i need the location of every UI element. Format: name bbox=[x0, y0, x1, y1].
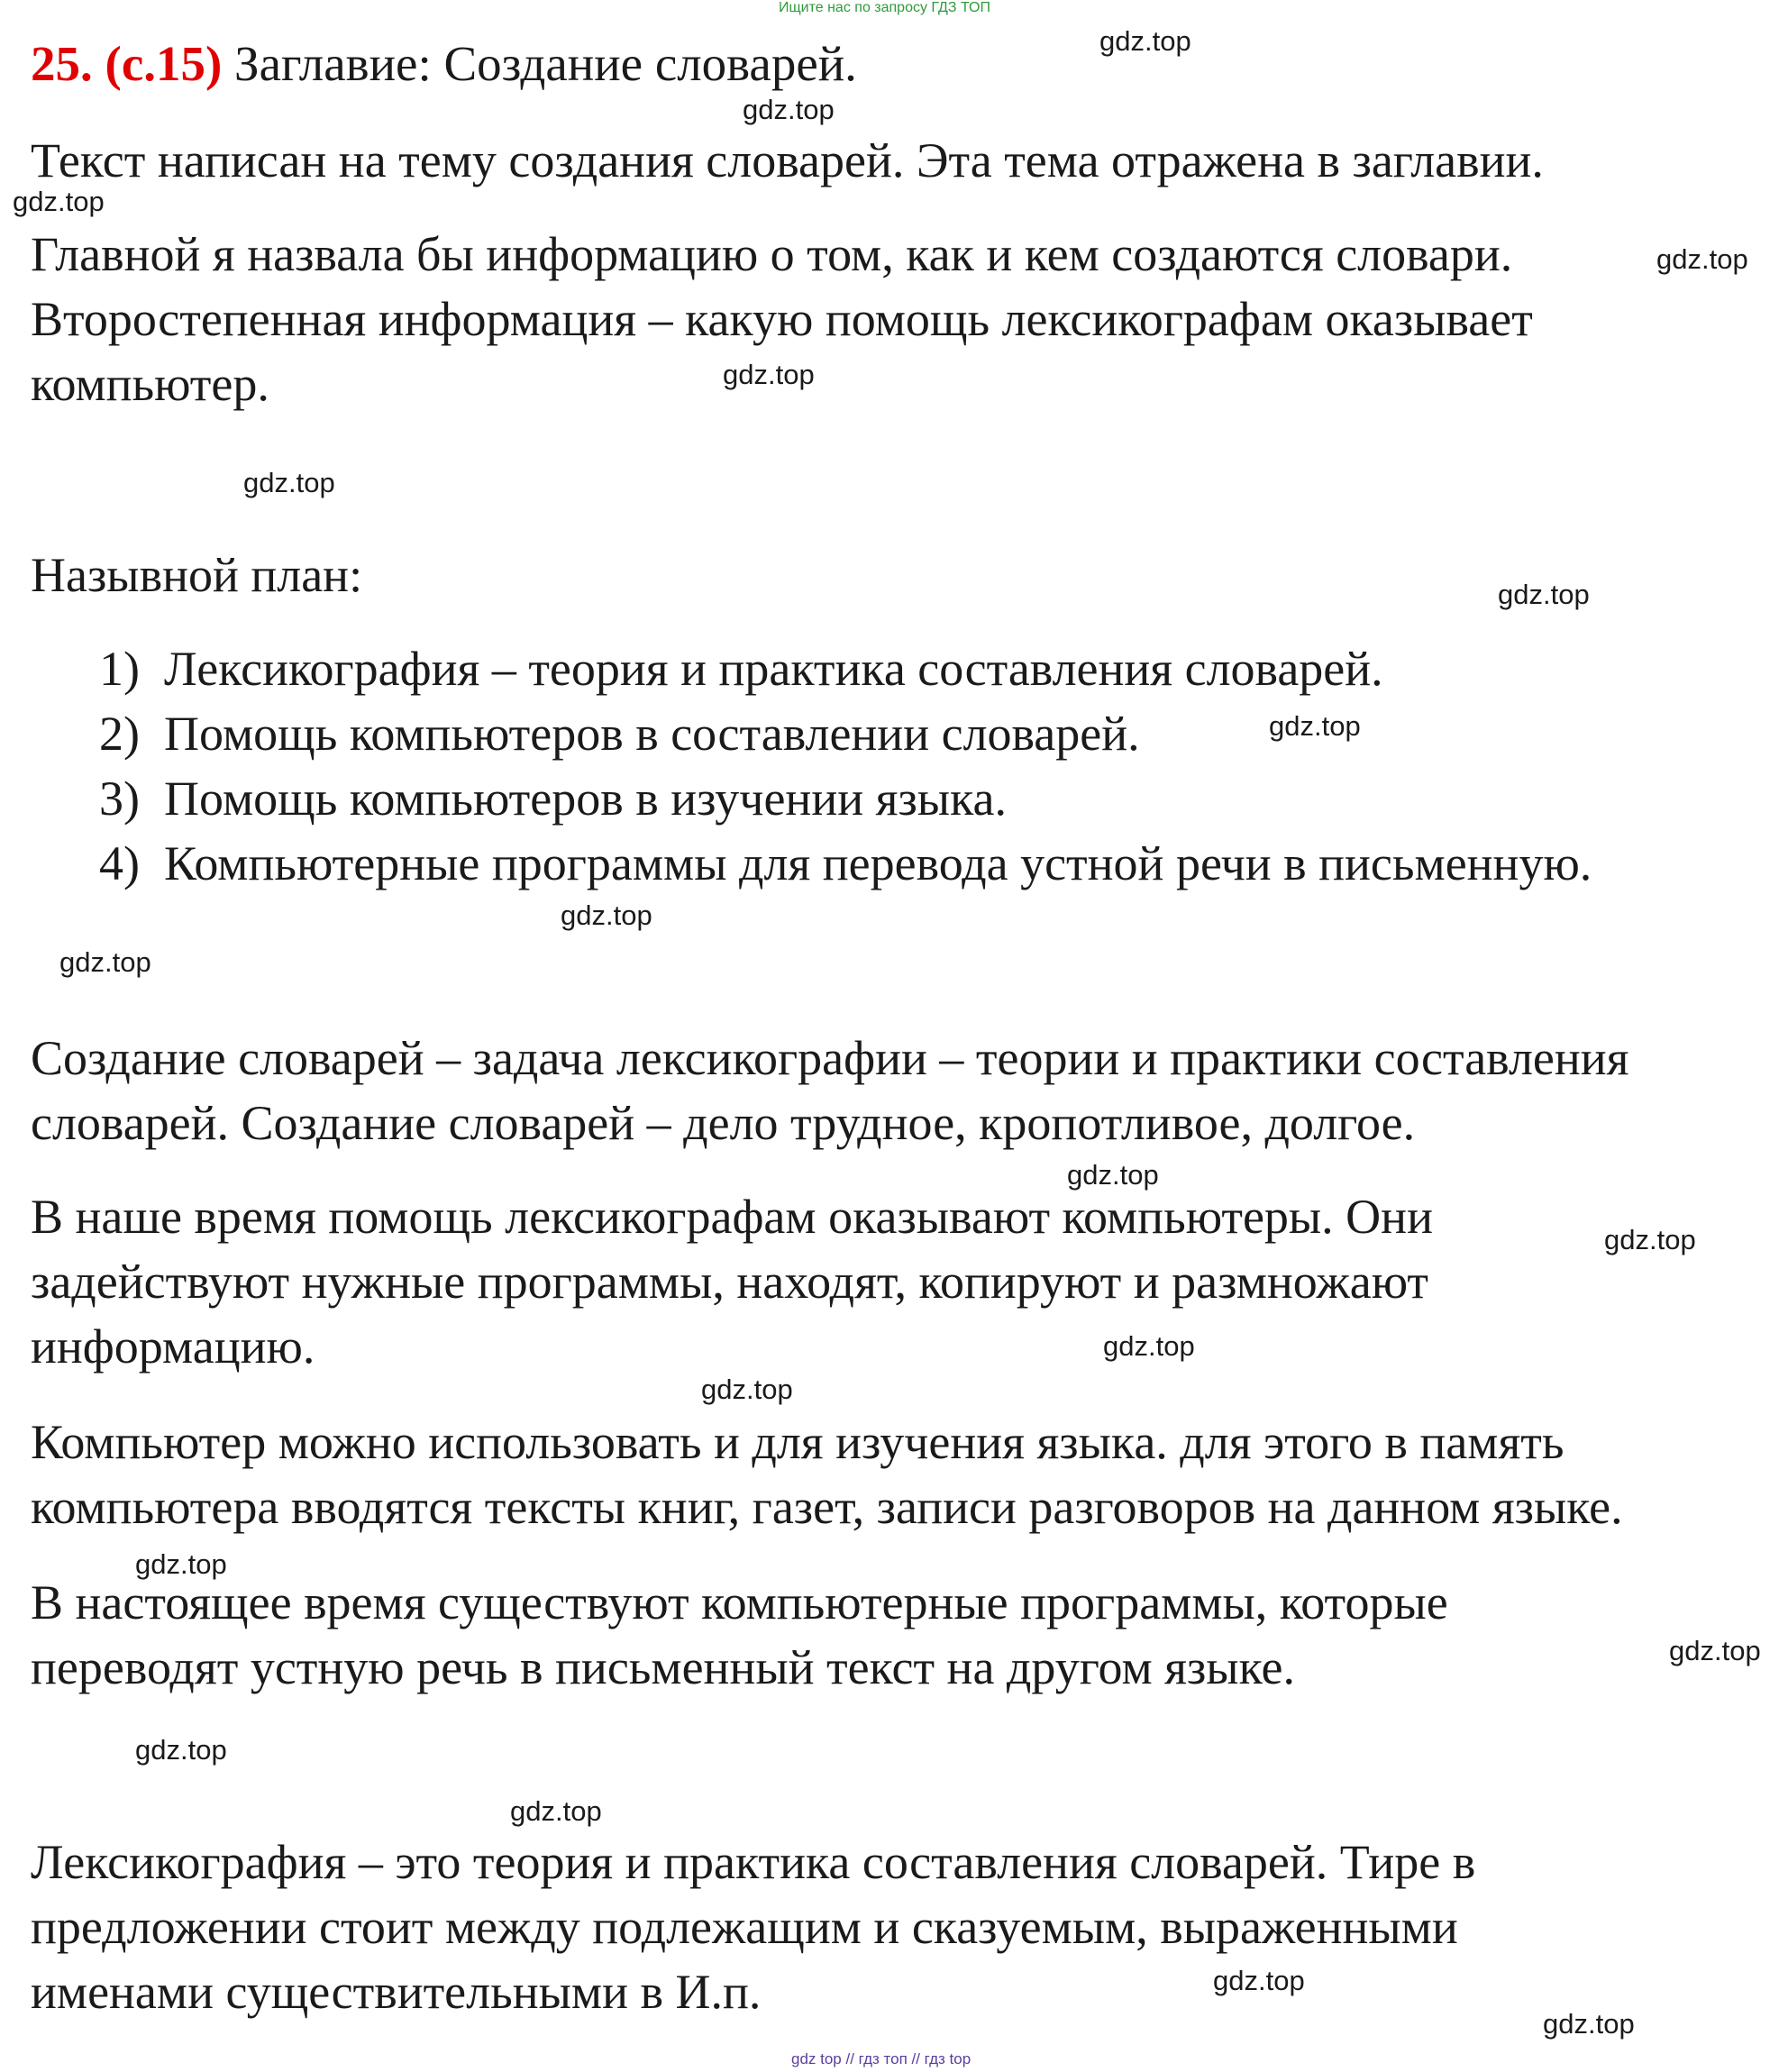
paragraph-4-line-2: словарей. Создание словарей – дело трудное, кропотливое, долгое. bbox=[31, 1096, 1416, 1150]
watermark: gdz.top bbox=[1099, 25, 1191, 57]
watermark: gdz.top bbox=[1498, 579, 1590, 610]
page-title: Заглавие: Создание словарей. bbox=[234, 36, 857, 91]
bottom-banner: gdz top // гдз топ // гдз top bbox=[791, 2050, 972, 2067]
watermark: gdz.top bbox=[1656, 243, 1748, 275]
paragraph-1: Текст написан на тему создания словарей. Эта тема отражена в заглавии. bbox=[31, 133, 1544, 187]
watermark: gdz.top bbox=[1103, 1330, 1195, 1362]
watermark: gdz.top bbox=[1269, 710, 1361, 742]
paragraph-7-line-1: В настоящее время существуют компьютерные программы, которые bbox=[31, 1575, 1448, 1629]
watermark: gdz.top bbox=[1543, 2008, 1635, 2040]
paragraph-8-line-2: предложении стоит между подлежащим и сказуемым, выраженными bbox=[31, 1900, 1458, 1954]
plan-item-text: Лексикография – теория и практика составления словарей. bbox=[164, 642, 1383, 696]
paragraph-4-line-1: Создание словарей – задача лексикографии – теории и практики составления bbox=[31, 1031, 1629, 1085]
plan-heading: Назывной план: bbox=[31, 548, 363, 602]
plan-item-text: Помощь компьютеров в составлении словарей. bbox=[164, 707, 1140, 761]
watermark: gdz.top bbox=[561, 899, 652, 931]
paragraph-6-line-1: Компьютер можно использовать и для изучения языка. для этого в память bbox=[31, 1415, 1564, 1469]
watermark: gdz.top bbox=[723, 359, 815, 390]
watermark: gdz.top bbox=[510, 1795, 602, 1827]
top-banner: Ищите нас по запросу ГДЗ ТОП bbox=[779, 0, 990, 15]
paragraph-6-line-2: компьютера вводятся тексты книг, газет, записи разговоров на данном языке. bbox=[31, 1480, 1623, 1534]
watermark: gdz.top bbox=[135, 1734, 227, 1766]
paragraph-3-line-1: Второстепенная информация – какую помощь лексикографам оказывает bbox=[31, 292, 1533, 346]
watermark: gdz.top bbox=[1213, 1965, 1305, 1996]
watermark: gdz.top bbox=[59, 946, 151, 978]
plan-item-number: 3) bbox=[99, 771, 140, 826]
plan-item-text: Компьютерные программы для перевода устной речи в письменную. bbox=[164, 836, 1592, 890]
watermark: gdz.top bbox=[1669, 1635, 1761, 1666]
paragraph-5-line-3: информацию. bbox=[31, 1319, 315, 1374]
plan-item-text: Помощь компьютеров в изучении языка. bbox=[164, 771, 1007, 826]
watermark: gdz.top bbox=[13, 186, 105, 217]
watermark: gdz.top bbox=[743, 94, 835, 125]
paragraph-5-line-1: В наше время помощь лексикографам оказывают компьютеры. Они bbox=[31, 1190, 1433, 1244]
watermark: gdz.top bbox=[1067, 1159, 1159, 1191]
page-header bbox=[31, 32, 857, 96]
paragraph-7-line-2: переводят устную речь в письменный текст на другом языке. bbox=[31, 1640, 1295, 1694]
paragraph-8-line-1: Лексикография – это теория и практика составления словарей. Тире в bbox=[31, 1835, 1476, 1889]
plan-item-number: 2) bbox=[99, 707, 140, 761]
paragraph-2: Главной я назвала бы информацию о том, как и кем создаются словари. bbox=[31, 227, 1513, 281]
task-number: 25. (с.15) bbox=[31, 36, 223, 91]
plan-item-number: 4) bbox=[99, 836, 140, 890]
paragraph-3-line-2: компьютер. bbox=[31, 357, 269, 411]
paragraph-8-line-3: именами существительными в И.п. bbox=[31, 1965, 762, 2019]
watermark: gdz.top bbox=[243, 467, 335, 498]
plan-item-number: 1) bbox=[99, 642, 140, 696]
paragraph-5-line-2: задействуют нужные программы, находят, копируют и размножают bbox=[31, 1255, 1428, 1309]
watermark: gdz.top bbox=[135, 1548, 227, 1580]
watermark: gdz.top bbox=[701, 1374, 793, 1405]
watermark: gdz.top bbox=[1604, 1224, 1696, 1255]
